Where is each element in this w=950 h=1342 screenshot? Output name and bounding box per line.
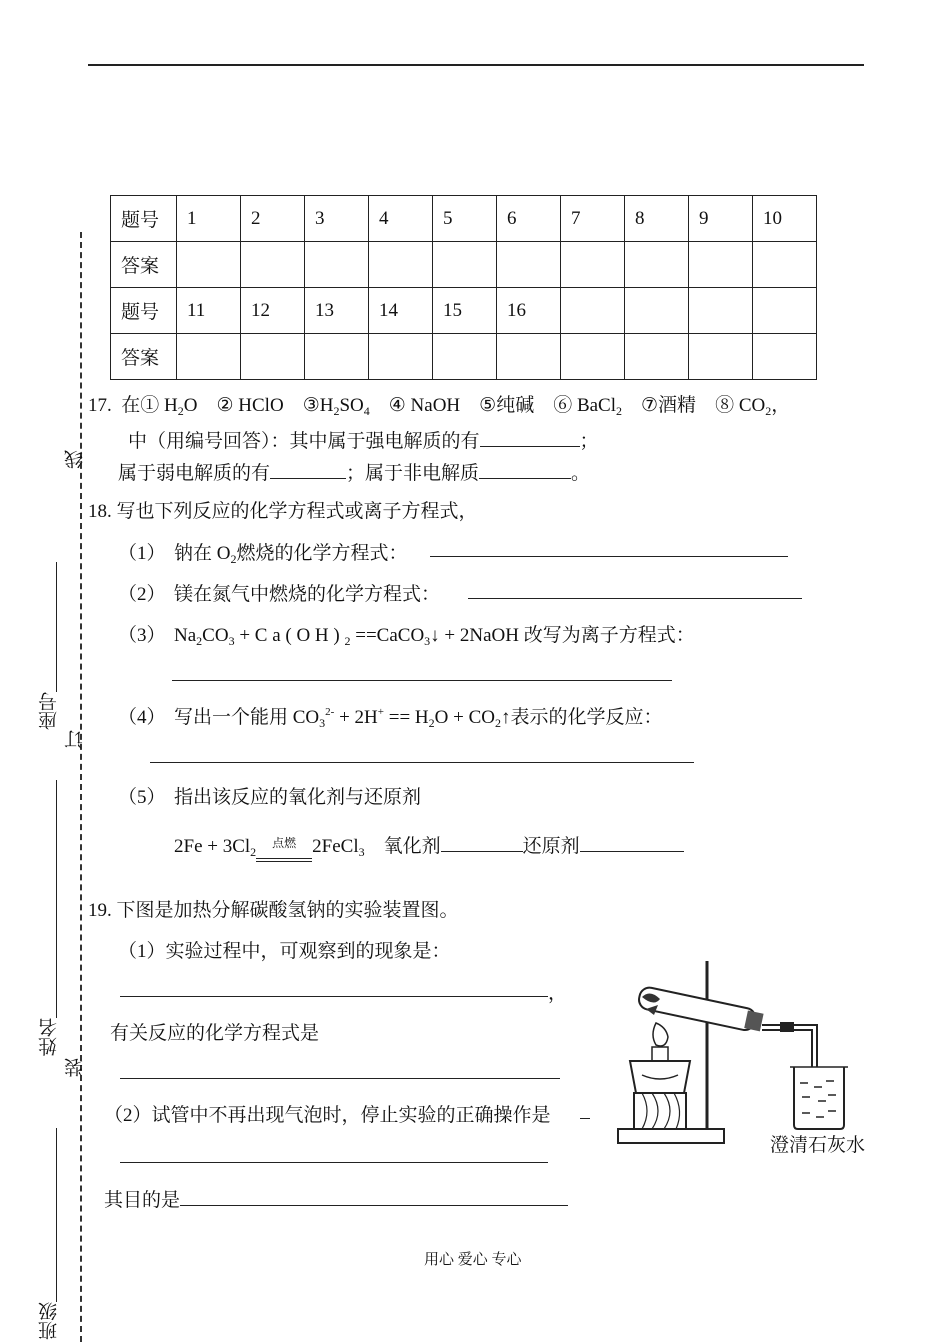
q17-line3: 属于弱电解质的有 ；属于非电解质 。: [118, 458, 590, 485]
q18-part5-text: 指出该反应的氧化剂与还原剂: [174, 787, 422, 808]
q18-part1-label: （1）: [118, 543, 166, 564]
question-number-cell: 1: [177, 196, 241, 242]
question-number-cell: 15: [433, 288, 497, 334]
binding-dashed-line: [80, 232, 82, 1342]
q18-part2-answer-line[interactable]: [468, 598, 802, 599]
limewater-label: 澄清石灰水: [770, 1134, 866, 1156]
q17-item-8: ⑧ CO: [715, 395, 766, 416]
q18-part4-answer-line[interactable]: [150, 762, 694, 763]
answer-cell[interactable]: [497, 242, 561, 288]
answer-cell[interactable]: [433, 334, 497, 380]
q18-part3-text: $Na_2CO_3 + C$ a ( O H ) $_2$ ==CaCO$_3$↓ + 2NaOH 改写为离子方程式：: [174, 625, 695, 648]
answer-cell[interactable]: [625, 242, 689, 288]
q18-part2-label: （2）: [118, 584, 166, 605]
question-number-cell: [625, 288, 689, 334]
q19-equation-label: 有关反应的化学方程式是: [110, 1023, 320, 1044]
answer-cell[interactable]: [177, 334, 241, 380]
q18-part5-equation: $2Fe + 3Cl_2$点燃 2FeCl$_3$ 氧化剂 还原剂: [174, 831, 684, 858]
question-number-cell: 13: [305, 288, 369, 334]
question-number-cell: [689, 288, 753, 334]
answer-cell[interactable]: [753, 242, 817, 288]
answer-table-header-cell: 答案: [111, 334, 177, 380]
answer-cell[interactable]: [625, 334, 689, 380]
answer-cell[interactable]: [305, 242, 369, 288]
q19-part1-text: （1）实验过程中，可观察到的现象是：: [118, 941, 451, 962]
q18-part5-label: （5）: [118, 787, 166, 808]
q17-item-5: ⑤纯碱: [479, 395, 535, 416]
weak-electrolyte-blank[interactable]: [270, 459, 346, 479]
answer-cell[interactable]: [561, 334, 625, 380]
q17-item-3: ③: [302, 395, 320, 416]
q19-purpose-label: 其目的是: [104, 1185, 568, 1212]
answer-cell[interactable]: [241, 334, 305, 380]
question-number-cell: [753, 288, 817, 334]
q18-part4-label: （4）: [118, 707, 166, 728]
q18-part3-label: （3）: [118, 625, 166, 646]
q17-line1: 17. 在① $H_2O$ ② HClO $③H_2SO_4$ ④ NaOH ⑤纯碱 ⑥ BaCl$_2$ ⑦酒精 ⑧ $CO_2$，: [88, 395, 791, 418]
q19-operation-line[interactable]: [120, 1162, 548, 1163]
answer-cell[interactable]: [753, 334, 817, 380]
q19-title: 19. 下图是加热分解碳酸氢钠的实验装置图。: [88, 900, 459, 921]
q19-part2-text: （2）试管中不再出现气泡时，停止实验的正确操作是: [104, 1105, 551, 1126]
answer-cell[interactable]: [689, 242, 753, 288]
q17-item-2: ② HClO: [216, 395, 284, 416]
question-number-cell: 8: [625, 196, 689, 242]
question-number-cell: 12: [241, 288, 305, 334]
q17-line2: 中（用编号回答）：其中属于强电解质的有 ；: [128, 426, 599, 453]
q17-number: 17.: [88, 395, 112, 416]
answer-cell[interactable]: [497, 334, 561, 380]
q18-part2-text: 镁在氮气中燃烧的化学方程式：: [174, 584, 441, 605]
q17-item-1: ①: [140, 395, 160, 416]
class-label: 班级: [39, 1302, 60, 1340]
answer-table-row: [111, 334, 817, 380]
answer-table-header-cell: 题号: [111, 196, 177, 242]
q19-part2-line-start[interactable]: [580, 1118, 590, 1119]
seat-label: 座号: [39, 692, 60, 730]
q17-item-4: ④ NaOH: [388, 395, 461, 416]
class-blank[interactable]: [56, 1128, 57, 1302]
answer-cell[interactable]: [369, 242, 433, 288]
q19-comma: ，: [548, 983, 568, 1004]
strong-electrolyte-blank[interactable]: [480, 427, 580, 447]
question-number-cell: 14: [369, 288, 433, 334]
apparatus-figure: [612, 955, 892, 1155]
answer-cell[interactable]: [305, 334, 369, 380]
q18-part3-answer-line[interactable]: [172, 680, 672, 681]
q18-part1-answer-line[interactable]: [430, 556, 788, 557]
answer-table-row: [111, 196, 817, 242]
q17-intro: 在: [121, 395, 141, 416]
seat-blank[interactable]: [56, 562, 57, 692]
answer-cell[interactable]: [369, 334, 433, 380]
question-number-cell: 7: [561, 196, 625, 242]
question-number-cell: 10: [753, 196, 817, 242]
q19-equation-line[interactable]: [120, 1078, 560, 1079]
answer-table-header-cell: 答案: [111, 242, 177, 288]
question-number-cell: 16: [497, 288, 561, 334]
name-label: 姓名: [39, 1018, 60, 1056]
margin-zhuang-char: 装: [65, 1058, 86, 1077]
q18-part4-text: 写出一个能用 $CO_3^{2-} + 2H^+ == H_2O$ + $CO_2↑$表示的化学反应：: [174, 706, 663, 730]
ignition-condition: 点燃: [256, 834, 312, 851]
q17-item-6: ⑥ BaCl: [553, 395, 617, 416]
question-number-cell: 2: [241, 196, 305, 242]
name-blank[interactable]: [56, 780, 57, 1018]
question-number-cell: 3: [305, 196, 369, 242]
question-number-cell: 5: [433, 196, 497, 242]
answer-table: [110, 195, 817, 380]
oxidant-label: 氧化剂: [383, 836, 441, 857]
answer-cell[interactable]: [433, 242, 497, 288]
answer-table-row: [111, 288, 817, 334]
q19-phenomenon-line[interactable]: [120, 996, 548, 997]
q19-purpose-blank[interactable]: [180, 1186, 568, 1206]
q18-title: 18. 写也下列反应的化学方程式或离子方程式，: [88, 501, 478, 522]
question-number-cell: [561, 288, 625, 334]
q18-part1-text: 钠在 $O_2$燃烧的化学方程式：: [174, 543, 408, 566]
answer-cell[interactable]: [561, 242, 625, 288]
page-footer: 用心 爱心 专心: [424, 1252, 522, 1268]
answer-cell[interactable]: [177, 242, 241, 288]
question-number-cell: 11: [177, 288, 241, 334]
oxidant-blank[interactable]: [441, 832, 523, 852]
question-number-cell: 9: [689, 196, 753, 242]
question-number-cell: 4: [369, 196, 433, 242]
answer-table-header-cell: 题号: [111, 288, 177, 334]
question-number-cell: 6: [497, 196, 561, 242]
q17-item-7: ⑦酒精: [641, 395, 697, 416]
answer-cell[interactable]: [241, 242, 305, 288]
header-rule: [88, 64, 864, 66]
answer-table-row: [111, 242, 817, 288]
reductant-blank[interactable]: [580, 832, 684, 852]
non-electrolyte-blank[interactable]: [479, 459, 571, 479]
reductant-label: 还原剂: [522, 836, 580, 857]
margin-line-char: 线: [65, 450, 86, 469]
margin-ding-char: 订: [65, 730, 86, 749]
answer-cell[interactable]: [689, 334, 753, 380]
